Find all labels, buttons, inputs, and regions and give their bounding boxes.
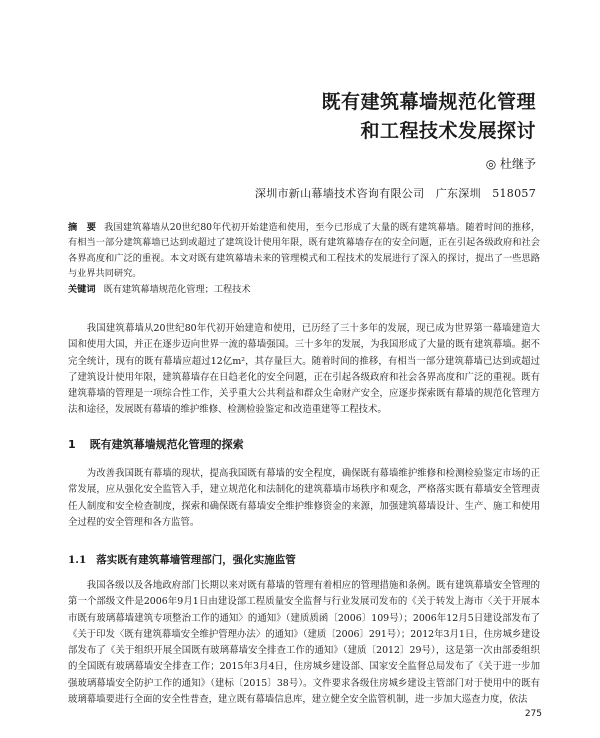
intro-section	[68, 321, 540, 419]
abstract-label: 摘 要	[68, 222, 97, 233]
keywords-line	[68, 282, 540, 297]
abstract-paragraph	[68, 220, 540, 282]
abstract-block	[68, 220, 540, 297]
abstract-text: 我国建筑幕墙从20世纪80年代初开始建造和使用，至今已形成了大量的既有建筑幕墙。随着时间的推移，有相当一部分建筑幕墙已达到或超过了建筑设计使用年限，既有建筑幕墙存在的安全问题，正在引起各级政府和社会各界高度和广泛的重视。本文对既有建筑幕墙未来的管理模式和工程技术的发展进行了深入的探讨，提出了一些思路与业界共同研究。	[68, 222, 541, 280]
section-1-number: 1	[68, 438, 76, 451]
author-affiliation: 深圳市新山幕墙技术咨询有限公司 广东深圳 518057	[254, 187, 536, 200]
title-line-2: 和工程技术发展探讨	[360, 120, 536, 142]
section-1-heading	[68, 437, 244, 452]
section-1-1-heading	[68, 553, 296, 568]
section-1-1-paragraph: 我国各级以及各地政府部门长期以来对既有幕墙的管理有着相应的管理措施和条例。既有建筑幕墙安全管理的第一个部级文件是2006年9月1日由建设部工程质量安全监督与行业发展司发布的《关于转发上海市〈关于开展本市既有玻璃幕墙建筑专项整治工作的通知〉的通知》（建质质函〔2006〕109号）；2006年12月5日建设部发布了《关于印发〈既有建筑幕墙安全维护管理办法〉的通知》（建质〔2006〕291号）；2012年3月1日，住房城乡建设部发布了《关于组织开展全国既有玻璃幕墙安全排查工作的通知》（建质〔2012〕29号），这是第一次由部委组织的全国既有玻璃幕墙安全排查工作；2015年3月4日，住房城乡建设部、国家安全监督总局发布了《关于进一步加强玻璃幕墙安全防护工作的通知》（建标〔2015〕38号）。文件要求各级住房城乡建设主管部门对于使用中的既有玻璃幕墙要进行全面的安全性普查，建立既有幕墙信息库，建立健全安全监管机制，进一步加大巡查力度，依法	[68, 580, 540, 706]
section-1-body	[68, 466, 540, 531]
keywords-text: 既有建筑幕墙规范化管理；工程技术	[103, 283, 251, 295]
section-1-1-title: 落实既有建筑幕墙管理部门，强化实施监管	[96, 554, 296, 566]
page-number: 275	[524, 709, 542, 719]
intro-paragraph: 我国建筑幕墙从20世纪80年代初开始建造和使用，已历经了三十多年的发展，现已成为世界第一幕墙建造大国和使用大国，并正在逐步迈向世界一流的幕墙强国。三十多年的发展，为我国形成了大量的既有建筑幕墙。据不完全统计，现有的既有幕墙应超过12亿m²，其存量巨大。随着时间的推移，有相当一部分建筑幕墙已达到或超过了建筑设计使用年限，建筑幕墙存在日趋老化的安全问题，正在引起各级政府和社会各界高度和广泛的重视。既有建筑幕墙的管理是一项综合性工作，关乎重大公共利益和群众生命财产安全，应逐步探索既有幕墙的规范化管理方法和途径，发展既有幕墙的维护维修、检测检验鉴定和改造重建等工程技术。	[68, 323, 540, 416]
section-1-1-body	[68, 578, 540, 708]
section-1-1-number: 1.1	[68, 554, 87, 566]
section-1-title: 既有建筑幕墙规范化管理的探索	[89, 438, 244, 451]
article-title	[321, 88, 536, 146]
author-name: ◎ 杜继予	[485, 157, 536, 171]
title-line-1: 既有建筑幕墙规范化管理	[321, 91, 536, 113]
keywords-label: 关键词	[68, 283, 96, 295]
section-1-paragraph: 为改善我国既有幕墙的现状，提高我国既有幕墙的安全程度，确保既有幕墙维护维修和检测检验鉴定市场的正常发展，应从强化安全监管入手，建立规范化和法制化的建筑幕墙市场秩序和观念，严格落实既有幕墙安全管理责任人制度和安全检查制度，探索和确保既有幕墙安全维护维修资金的来源，加强建筑幕墙设计、生产、施工和使用全过程的安全管理和各方监管。	[68, 468, 540, 528]
